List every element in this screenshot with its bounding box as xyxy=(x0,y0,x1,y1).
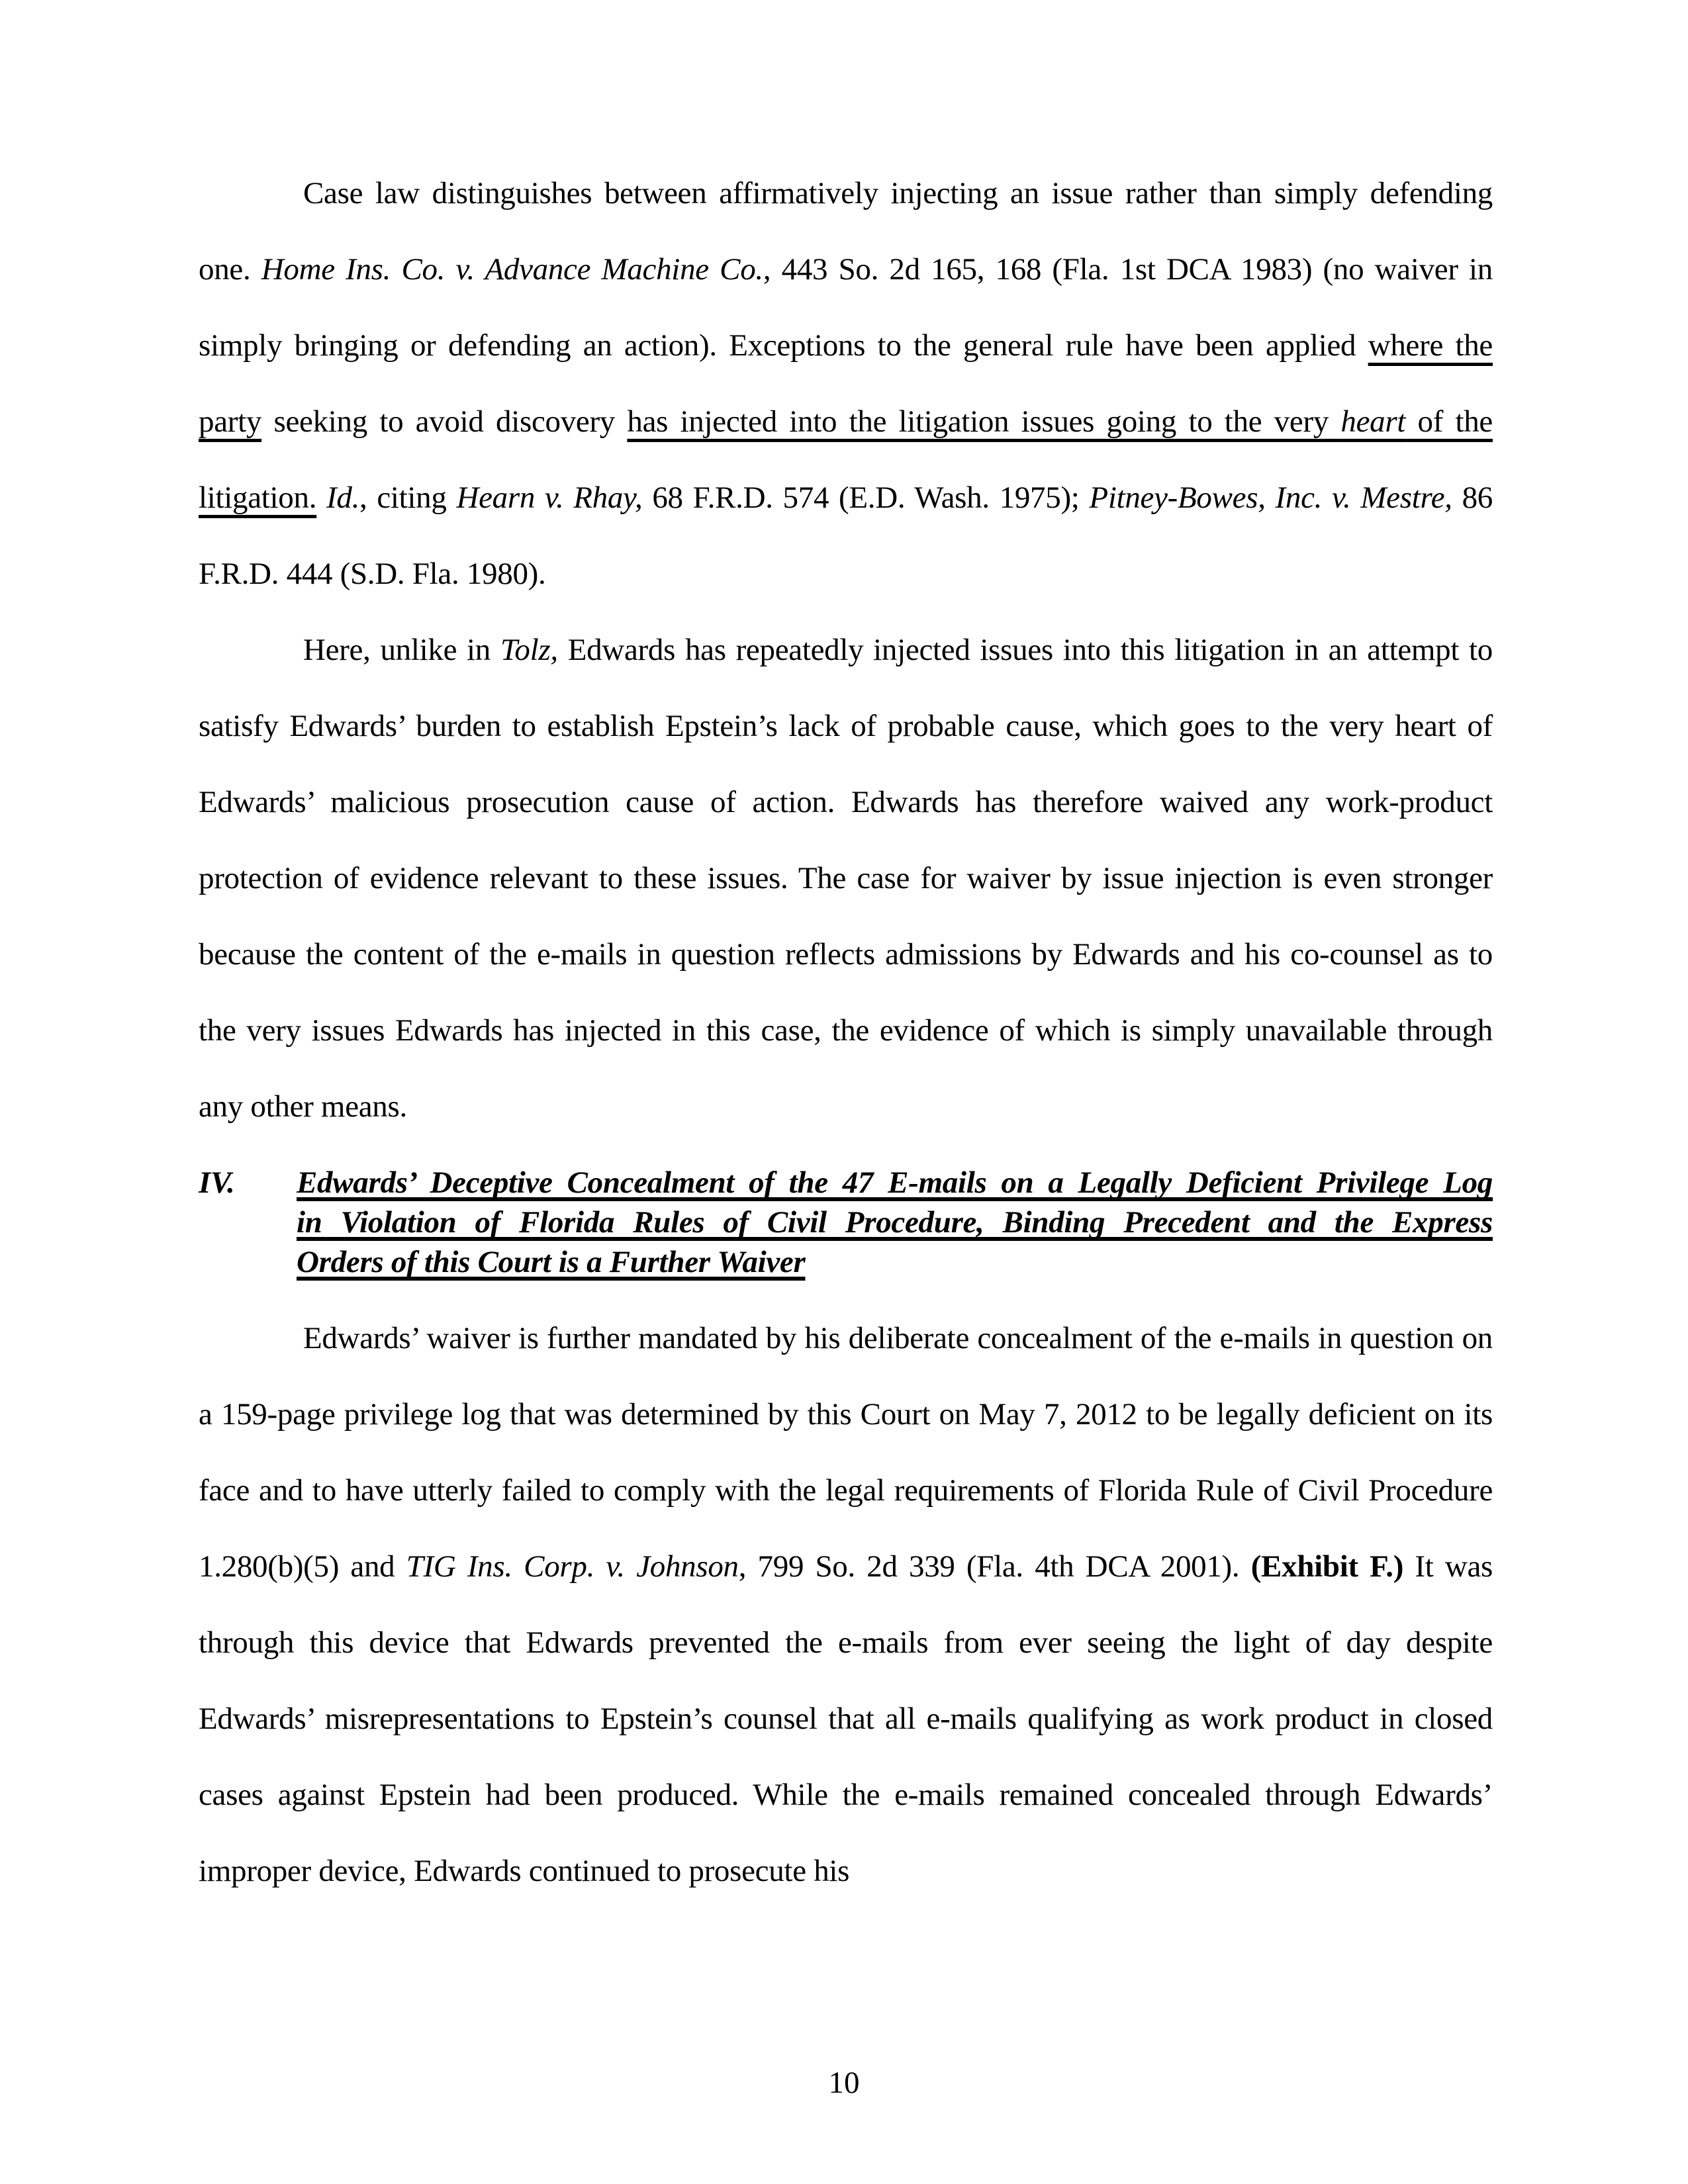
text-run: (Exhibit F.) xyxy=(1250,1549,1404,1584)
paragraph-case-law xyxy=(199,156,1493,612)
text-run: 86 F.R.D. 444 (S.D. Fla. 1980). xyxy=(199,480,1493,591)
text-run: has injected into the litigation issues going to the very xyxy=(627,404,1341,439)
section-heading-number: IV. xyxy=(199,1165,235,1200)
paragraph-edwards-waiver xyxy=(199,1300,1493,1909)
text-run: , citing xyxy=(359,480,457,515)
paragraph-here-unlike-tolz xyxy=(199,612,1493,1145)
text-run: Home Ins. Co. v. Advance Machine Co. xyxy=(261,252,763,287)
section-heading-text xyxy=(297,1163,1493,1282)
text-run: Edwards has repeatedly injected issues into this litigation in an attempt to satisfy Edwards’ burden to establish Epstein’s lack of probable cause, which goes to the very heart of Edwards’ malicious prosecution cause of action. Edwards has therefore waived any work-product protection of evidence relevant to these issues. The case for waiver by issue injection is even stronger because the content of the e-mails in question reflects admissions by Edwards and his co-counsel as to the very issues Edwards has injected in this case, the evidence of which is simply unavailable through any other means. xyxy=(199,633,1493,1124)
page-content xyxy=(199,156,1493,1909)
heading-line-3: Orders of this Court is a Further Waiver xyxy=(297,1245,806,1279)
text-run: Hearn v. Rhay, xyxy=(456,480,643,515)
text-run: It was through this device that Edwards prevented the e-mails from ever seeing the light of day despite Edwards’ misrepresentations to Epstein’s counsel that all e-mails qualifying as work product in closed cases against Epstein had been produced. While the e-mails remained concealed through Edwards’ improper device, Edwards continued to prosecute his xyxy=(199,1549,1493,1888)
text-run: Id. xyxy=(326,480,360,515)
heading-line-2: in Violation of Florida Rules of Civil Procedure, Binding Precedent and the Express xyxy=(297,1205,1493,1240)
text-run: heart xyxy=(1340,404,1406,439)
heading-line-1: Edwards’ Deceptive Concealment of the 47 E-mails on a Legally Deficient Privilege Log xyxy=(297,1165,1493,1200)
text-run: Tolz, xyxy=(500,633,558,667)
text-run: where the party xyxy=(199,328,1493,439)
text-run: of the litigation. xyxy=(199,404,1493,515)
section-heading-iv xyxy=(199,1163,1493,1282)
text-run xyxy=(316,480,326,515)
text-run: TIG Ins. Corp. v. Johnson xyxy=(406,1549,739,1584)
text-run: 68 F.R.D. 574 (E.D. Wash. 1975); xyxy=(642,480,1090,515)
text-run: Edwards’ waiver is further mandated by his deliberate concealment of the e-mails in question on a 159-page privilege log that was determined by this Court on May 7, 2012 to be legally deficient on its face and to have utterly failed to comply with the legal requirements of Florida Rule of Civil Procedure 1.280(b)(5) and xyxy=(199,1321,1493,1584)
text-run: seeking to avoid discovery xyxy=(261,404,628,439)
page-number: 10 xyxy=(828,2066,860,2100)
text-run: , 799 So. 2d 339 (Fla. 4th DCA 2001). xyxy=(738,1549,1251,1584)
text-run: Pitney-Bowes, Inc. v. Mestre, xyxy=(1089,480,1452,515)
text-run: , 443 So. 2d 165, 168 (Fla. 1st DCA 1983) (no waiver in simply bringing or defending an action). Exceptions to the general rule have been applied xyxy=(199,252,1493,363)
text-run: Case law distinguishes between affirmatively injecting an issue rather than simply defending one. xyxy=(199,176,1493,287)
text-run: Here, unlike in xyxy=(303,633,500,667)
